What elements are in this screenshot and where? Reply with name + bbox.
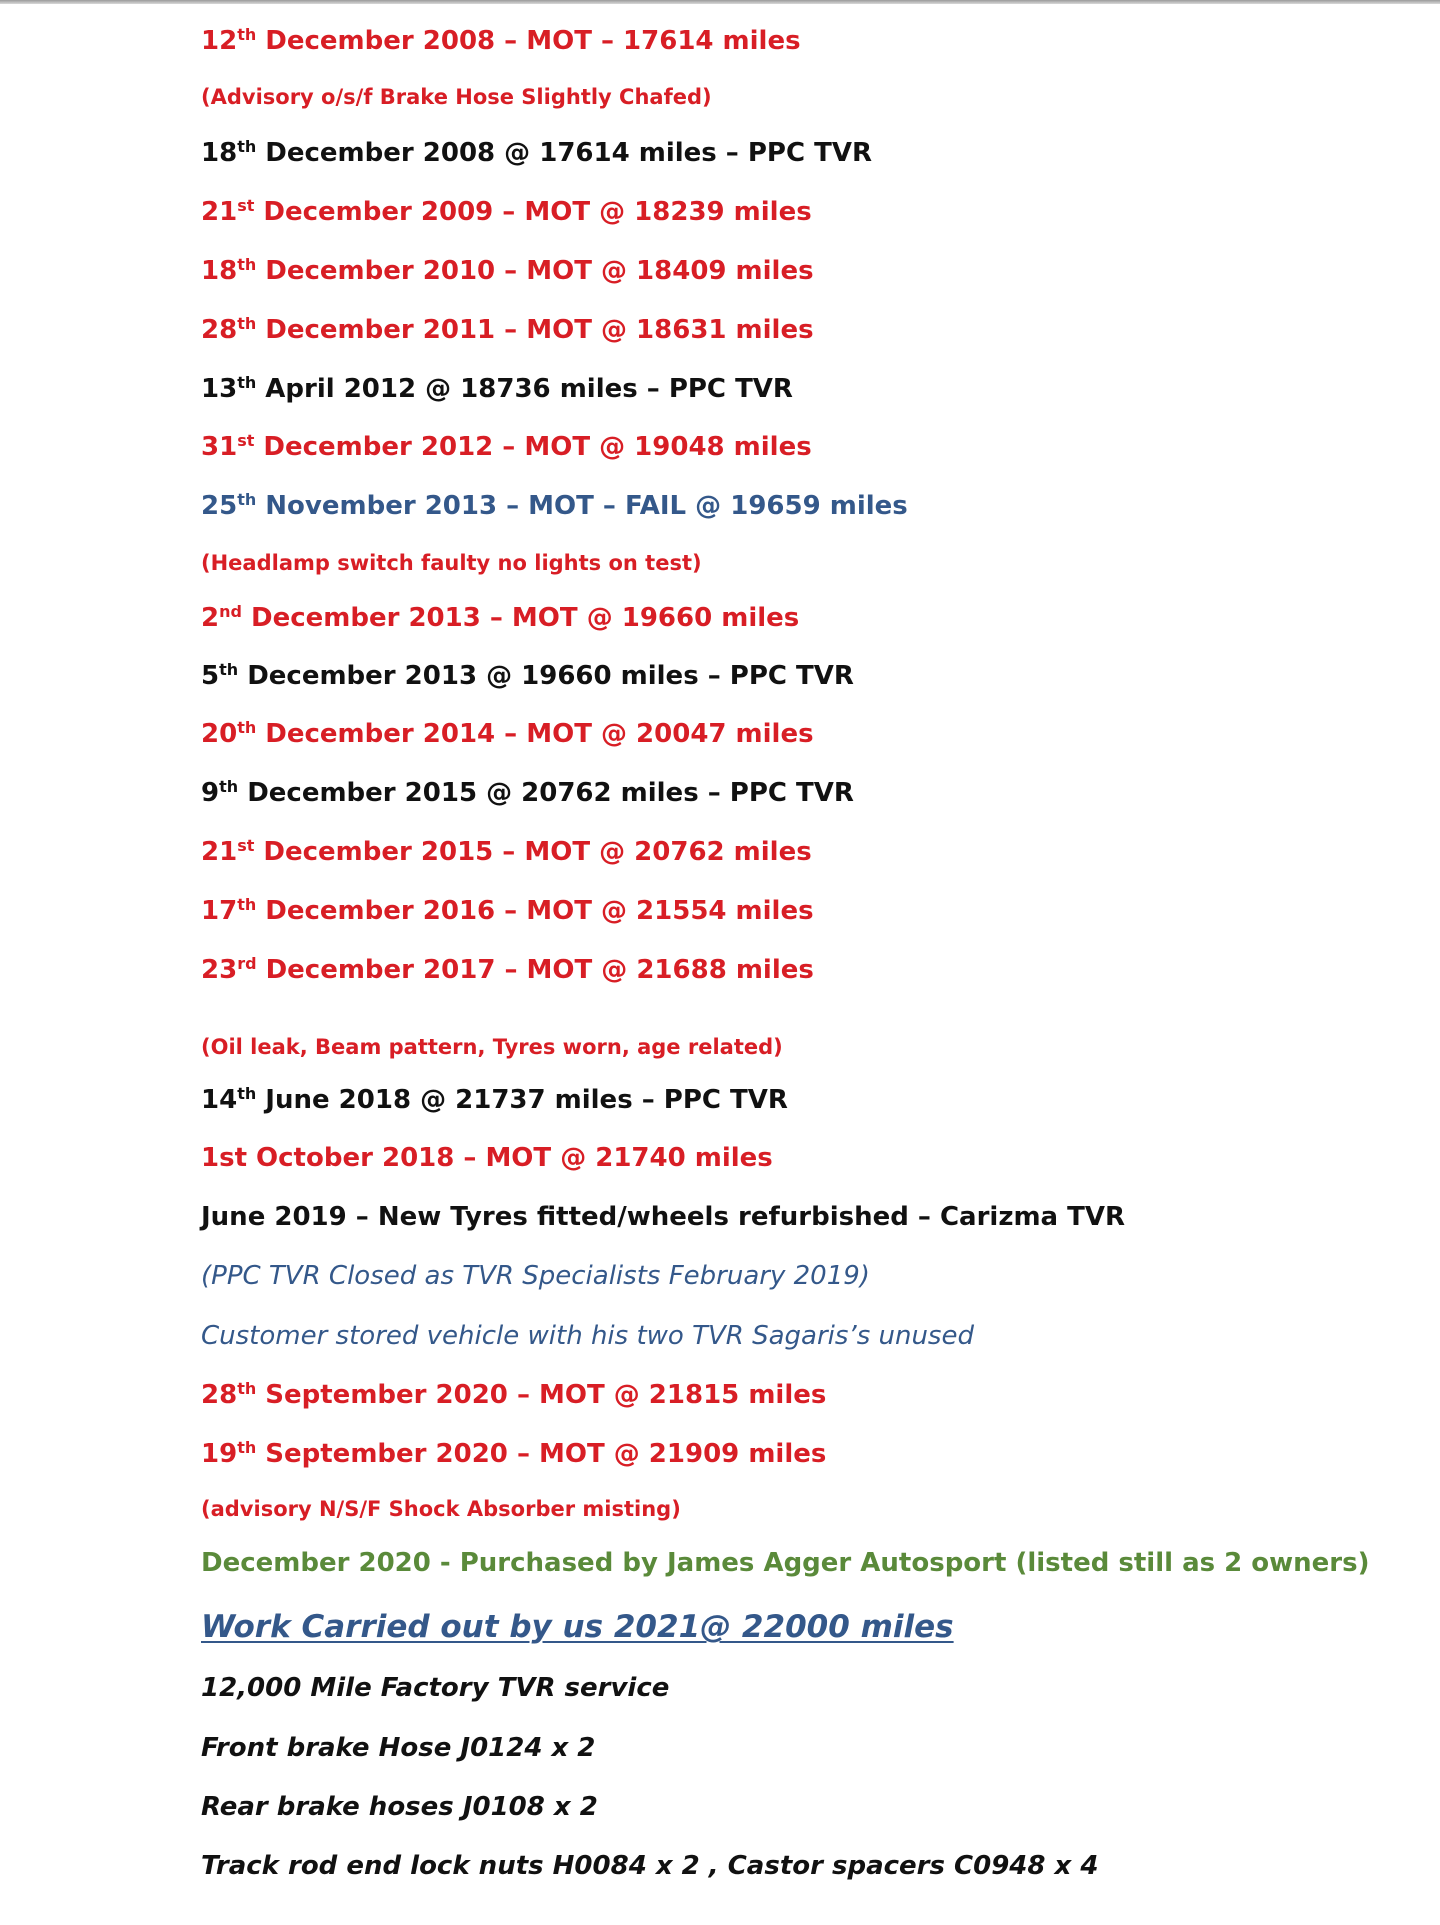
purchase-entry: December 2020 - Purchased by James Agger Autosport (listed still as 2 owners) <box>201 1548 1370 1578</box>
history-entry: 14th June 2018 @ 21737 miles – PPC TVR <box>201 1084 788 1115</box>
history-entry: 18th December 2010 – MOT @ 18409 miles <box>201 255 814 286</box>
history-entry: 28th September 2020 – MOT @ 21815 miles <box>201 1379 827 1410</box>
history-note: (Headlamp switch faulty no lights on test) <box>201 551 702 575</box>
history-comment: Customer stored vehicle with his two TVR Sagaris’s unused <box>201 1321 974 1351</box>
history-comment: (PPC TVR Closed as TVR Specialists February 2019) <box>201 1261 870 1291</box>
history-entry: 23rd December 2017 – MOT @ 21688 miles <box>201 954 814 985</box>
history-entry: 5th December 2013 @ 19660 miles – PPC TVR <box>201 660 854 691</box>
history-entry: 13th April 2012 @ 18736 miles – PPC TVR <box>201 373 793 404</box>
history-entry: 18th December 2008 @ 17614 miles – PPC TVR <box>201 137 872 168</box>
work-heading: Work Carried out by us 2021@ 22000 miles <box>201 1609 954 1645</box>
page-top-border <box>0 0 1440 4</box>
history-entry: 25th November 2013 – MOT – FAIL @ 19659 miles <box>201 490 908 521</box>
history-entry: 28th December 2011 – MOT @ 18631 miles <box>201 314 814 345</box>
history-entry: 20th December 2014 – MOT @ 20047 miles <box>201 718 814 749</box>
history-entry: 1st October 2018 – MOT @ 21740 miles <box>201 1143 773 1173</box>
history-entry: 31st December 2012 – MOT @ 19048 miles <box>201 431 812 462</box>
work-item: Front brake Hose J0124 x 2 <box>201 1733 596 1763</box>
history-note: (advisory N/S/F Shock Absorber misting) <box>201 1497 681 1521</box>
history-entry: 12th December 2008 – MOT – 17614 miles <box>201 25 801 56</box>
history-entry: 21st December 2009 – MOT @ 18239 miles <box>201 196 812 227</box>
work-item: 12,000 Mile Factory TVR service <box>201 1673 670 1703</box>
history-entry: 2nd December 2013 – MOT @ 19660 miles <box>201 602 800 633</box>
history-note: (Oil leak, Beam pattern, Tyres worn, age related) <box>201 1035 783 1059</box>
history-note: (Advisory o/s/f Brake Hose Slightly Chafed) <box>201 85 712 109</box>
history-entry: 21st December 2015 – MOT @ 20762 miles <box>201 836 812 867</box>
work-item: Rear brake hoses J0108 x 2 <box>201 1792 598 1822</box>
history-entry: 17th December 2016 – MOT @ 21554 miles <box>201 895 814 926</box>
history-entry: 9th December 2015 @ 20762 miles – PPC TVR <box>201 777 854 808</box>
history-entry: 19th September 2020 – MOT @ 21909 miles <box>201 1438 827 1469</box>
history-entry: June 2019 – New Tyres fitted/wheels refurbished – Carizma TVR <box>201 1202 1126 1232</box>
work-item: Track rod end lock nuts H0084 x 2 , Castor spacers C0948 x 4 <box>201 1851 1099 1881</box>
